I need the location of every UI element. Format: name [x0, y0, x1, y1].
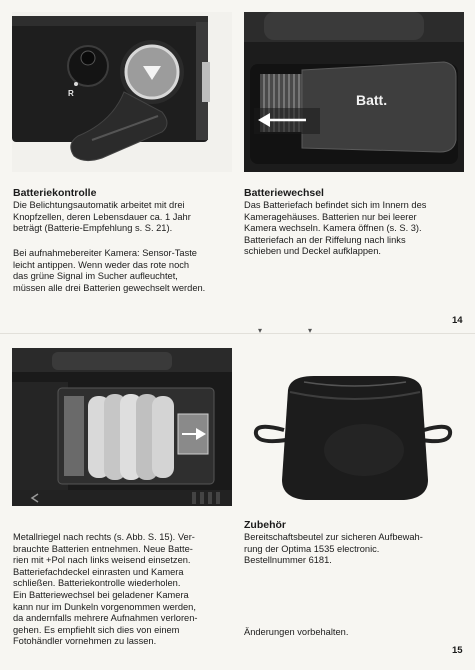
page-divider	[0, 333, 475, 334]
page-number-bottom: 15	[452, 645, 463, 656]
text-line: gehen. Es empfiehlt sich dies von einem	[13, 624, 180, 635]
text-line: Das Batteriefach befindet sich im Innern des	[244, 200, 427, 210]
zubehoer-paragraph	[244, 532, 423, 567]
text-line: Metallriegel nach rechts (s. Abb. S. 15). Ver-	[13, 532, 195, 542]
text-line: brauchte Batterien entnehmen. Neue Batte-	[13, 543, 193, 554]
camera-sensor-photo	[12, 12, 232, 172]
text-line: Bestellnummer 6181.	[244, 555, 332, 566]
text-line: Änderungen vorbehalten.	[244, 627, 349, 637]
text-line: Kameragehäuses. Batterien nur bei leerer	[244, 211, 417, 222]
text-line: da andernfalls mehrere Aufnahmen verloren-	[13, 613, 198, 624]
text-line: schließen. Batteriekontrolle wiederholen.	[13, 578, 181, 589]
text-line: Kamera wechseln. Kamera öffnen (s. S. 3).	[244, 223, 422, 234]
text-line: Knopfzellen, deren Lebensdauer ca. 1 Jahr	[13, 211, 191, 222]
section-heading-batteriekontrolle: Batteriekontrolle	[13, 187, 97, 199]
text-line: Fotohändler vornehmen zu lassen.	[13, 636, 157, 647]
text-line: rien mit +Pol nach links weisend einsetzen.	[13, 555, 191, 566]
text-line: schieben und Deckel aufklappen.	[244, 246, 381, 257]
text-line: rung der Optima 1535 electronic.	[244, 543, 380, 554]
batteriekontrolle-paragraph-1	[13, 200, 191, 235]
metallriegel-paragraph	[13, 532, 198, 648]
battery-cover-photo	[244, 12, 464, 172]
text-line: müssen alle drei Batterien gewechselt werden.	[13, 282, 206, 293]
text-line: leicht antippen. Wenn weder das rote noch	[13, 259, 190, 270]
battery-cover-illustration	[244, 12, 464, 172]
camera-sensor-illustration	[12, 12, 232, 172]
batteriewechsel-paragraph	[244, 200, 426, 258]
page-number-top: 14	[452, 315, 463, 326]
text-line: Batteriefach an der Riffelung nach links	[244, 234, 406, 245]
battery-cover-label: Batt.	[356, 92, 388, 108]
sensor-button-label: R	[68, 89, 74, 98]
section-heading-zubehoer: Zubehör	[244, 519, 286, 531]
text-line: Bereitschaftsbeutel zur sicheren Aufbewah-	[244, 532, 423, 542]
batteriekontrolle-paragraph-2	[13, 248, 205, 294]
text-line: Batteriefachdeckel einrasten und Kamera	[13, 566, 184, 577]
battery-compartment-illustration	[12, 348, 232, 506]
crop-mark-right: ▾	[308, 326, 313, 335]
section-heading-batteriewechsel: Batteriewechsel	[244, 187, 324, 199]
battery-compartment-photo	[12, 348, 232, 506]
text-line: beträgt (Batterie-Empfehlung s. S. 21).	[13, 223, 173, 234]
camera-pouch-illustration	[244, 360, 464, 510]
crop-mark-left: ▾	[258, 326, 263, 335]
text-line: Bei aufnahmebereiter Kamera: Sensor-Taste	[13, 248, 197, 258]
text-line: das grüne Signal im Sucher aufleuchtet,	[13, 271, 178, 282]
text-line: Ein Batteriewechsel bei geladener Kamera	[13, 589, 189, 600]
aenderungen-note	[244, 627, 348, 639]
camera-pouch-photo	[244, 360, 464, 510]
text-line: kann nur im Dunkeln vorgenommen werden,	[13, 601, 196, 612]
text-line: Die Belichtungsautomatik arbeitet mit drei	[13, 200, 185, 210]
